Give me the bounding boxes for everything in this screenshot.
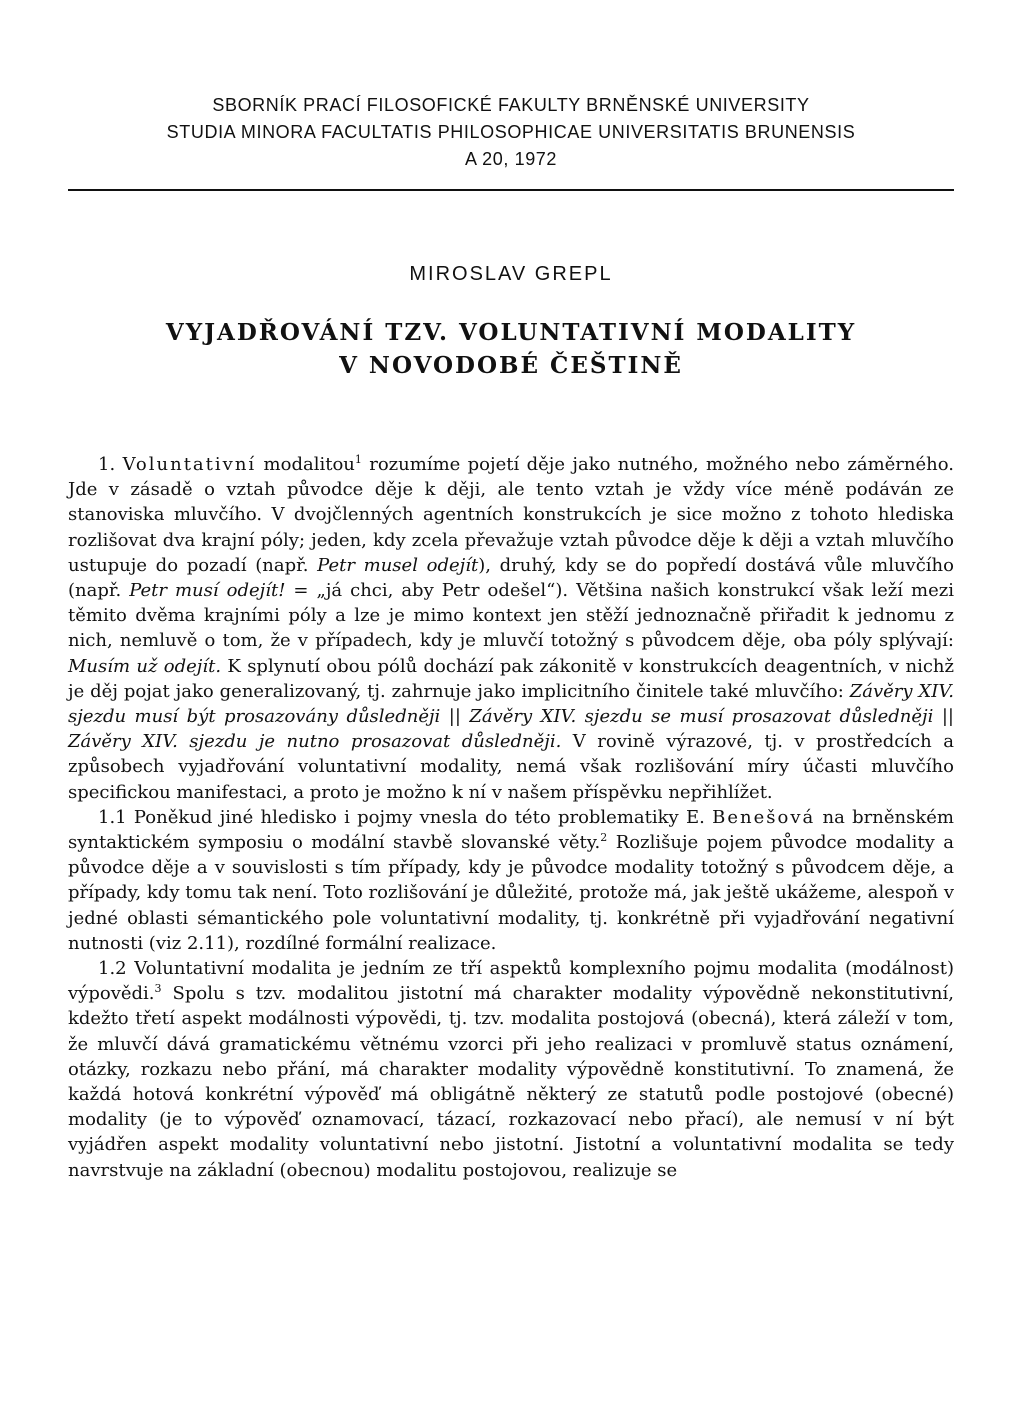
text-run: Spolu s tzv. modalitou jistotní má charakter modality výpovědně nekonstitutivní, kdežto třetí aspekt modálnosti výpovědi, tj. tzv. modalita postojová (obecná), která záleží v tom, že mluvčí dává gramatickému větnému vzorci při jeho realizaci v promluvě status oznámení, otázky, rozkazu nebo přání, má charakter modality výpovědně konstitutivní. To znamená, že každá hotová konkrétní výpověď má obligátně některý ze statutů podle postojové (obecné) modality (je to výpověď oznamovací, tázací, rozkazovací nebo přací), ale nemusí v ní být vyjádřen aspekt modality voluntativní nebo jistotní. Jistotní a voluntativní modalita se tedy navrstvuje na základní (obecnou) modalitu postojovou, realizuje se xyxy=(68,983,954,1181)
footnote-ref-2[interactable]: 2 xyxy=(600,831,608,845)
journal-volume: A 20, 1972 xyxy=(464,149,558,169)
footnote-ref-3[interactable]: 3 xyxy=(154,982,162,996)
text-run: K splynutí obou pólů dochází pak zákonitě v konstrukcích deagentních, v nichž je děj pojat jako generalizovaný, tj. zahrnuje jako implicitního činitele také mluvčího: xyxy=(68,655,954,702)
example-1: Petr musel odejít xyxy=(317,554,479,576)
article-title xyxy=(68,316,954,382)
example-3: Musím už odejít. xyxy=(68,655,222,677)
spaced-term: Voluntativní xyxy=(122,454,257,475)
paragraph-1-2 xyxy=(68,956,954,1183)
footnote-ref-1[interactable]: 1 xyxy=(354,453,362,466)
text-run: modalitou xyxy=(256,454,355,475)
text-run: V rovině výrazové, tj. v prostředcích a způsobech vyjadřování voluntativní modality, nemá však rozlišování míry účasti mluvčího specifickou manifestaci, a proto je možno k ní v našem příspěvku nepřihlížet. xyxy=(68,731,954,803)
journal-header xyxy=(68,0,954,173)
journal-title-latin: STUDIA MINORA FACULTATIS PHILOSOPHICAE UNIVERSITATIS BRUNENSIS xyxy=(166,122,856,142)
paragraph-1 xyxy=(68,452,954,805)
header-divider xyxy=(68,189,954,191)
author-name: MIROSLAV GREPL xyxy=(409,263,613,285)
paragraph-1-1 xyxy=(68,805,954,956)
section-number: 1. xyxy=(98,454,116,475)
article-title-line-1: VYJADŘOVÁNÍ TZV. VOLUNTATIVNÍ MODALITY xyxy=(165,319,857,346)
text-run: Rozlišuje pojem původce modality a původce děje a v souvislosti s tím případy, kdy je původce modality totožný s původcem děje, a případy, kdy tomu tak není. Toto rozlišování je důležité, protože má, jak ještě ukážeme, alespoň v jedné oblasti sémantického pole voluntativní modality, tj. konkrétně při vyjadřování negativní nutnosti (viz 2.11), rozdílné formální realizace. xyxy=(68,832,954,954)
cited-author: Benešová xyxy=(712,806,816,828)
text-run: rozumíme pojetí děje jako nutného, možného nebo záměrného. Jde v zásadě o vztah původce děje k ději, ale tento vztah je vždy více méně podáván ze stanoviska mluvčího. V dvojčlenných agentních konstrukcích je sice možno z tohoto hlediska rozlišovat dva krajní póly; jeden, kdy zcela převažuje vztah původce děje k ději a vztah mluvčího ustupuje do pozadí (např. xyxy=(68,454,954,576)
text-run: 1.2 Voluntativní modalita je jedním ze tří aspektů komplexního pojmu modalita (modálnost) výpovědi. xyxy=(68,958,954,1005)
example-2: Petr musí odejít! xyxy=(129,580,286,602)
text-run: ), druhý, kdy se do popředí dostává vůle mluvčího (např. xyxy=(68,554,954,602)
text-run: na brněnském syntaktickém symposiu o modální stavbě slovanské věty. xyxy=(68,806,954,854)
text-run: 1.1 Poněkud jiné hledisko i pojmy vnesla do této problematiky E. xyxy=(98,806,713,828)
example-4: Závěry XIV. sjezdu musí být prosazovány důsledněji || Závěry XIV. sjezdu se musí prosazovat důsledněji || Závěry XIV. sjezdu je nutno prosazovat důsledněji. xyxy=(68,680,954,753)
text-run: = „já chci, aby Petr odešel“). Většina našich konstrukcí však leží mezi těmito dvěma krajními póly a lze je mimo kontext jen stěží jednoznačně přiřadit k jednomu z nich, nemluvě o tom, že v případech, kdy je mluvčí totožný s původcem děje, oba póly splývají: xyxy=(68,580,954,652)
journal-title-czech: SBORNÍK PRACÍ FILOSOFICKÉ FAKULTY BRNĚNSKÉ UNIVERSITY xyxy=(212,95,810,115)
article-body xyxy=(68,452,954,1183)
article-title-line-2: V NOVODOBÉ ČEŠTINĚ xyxy=(339,352,683,379)
